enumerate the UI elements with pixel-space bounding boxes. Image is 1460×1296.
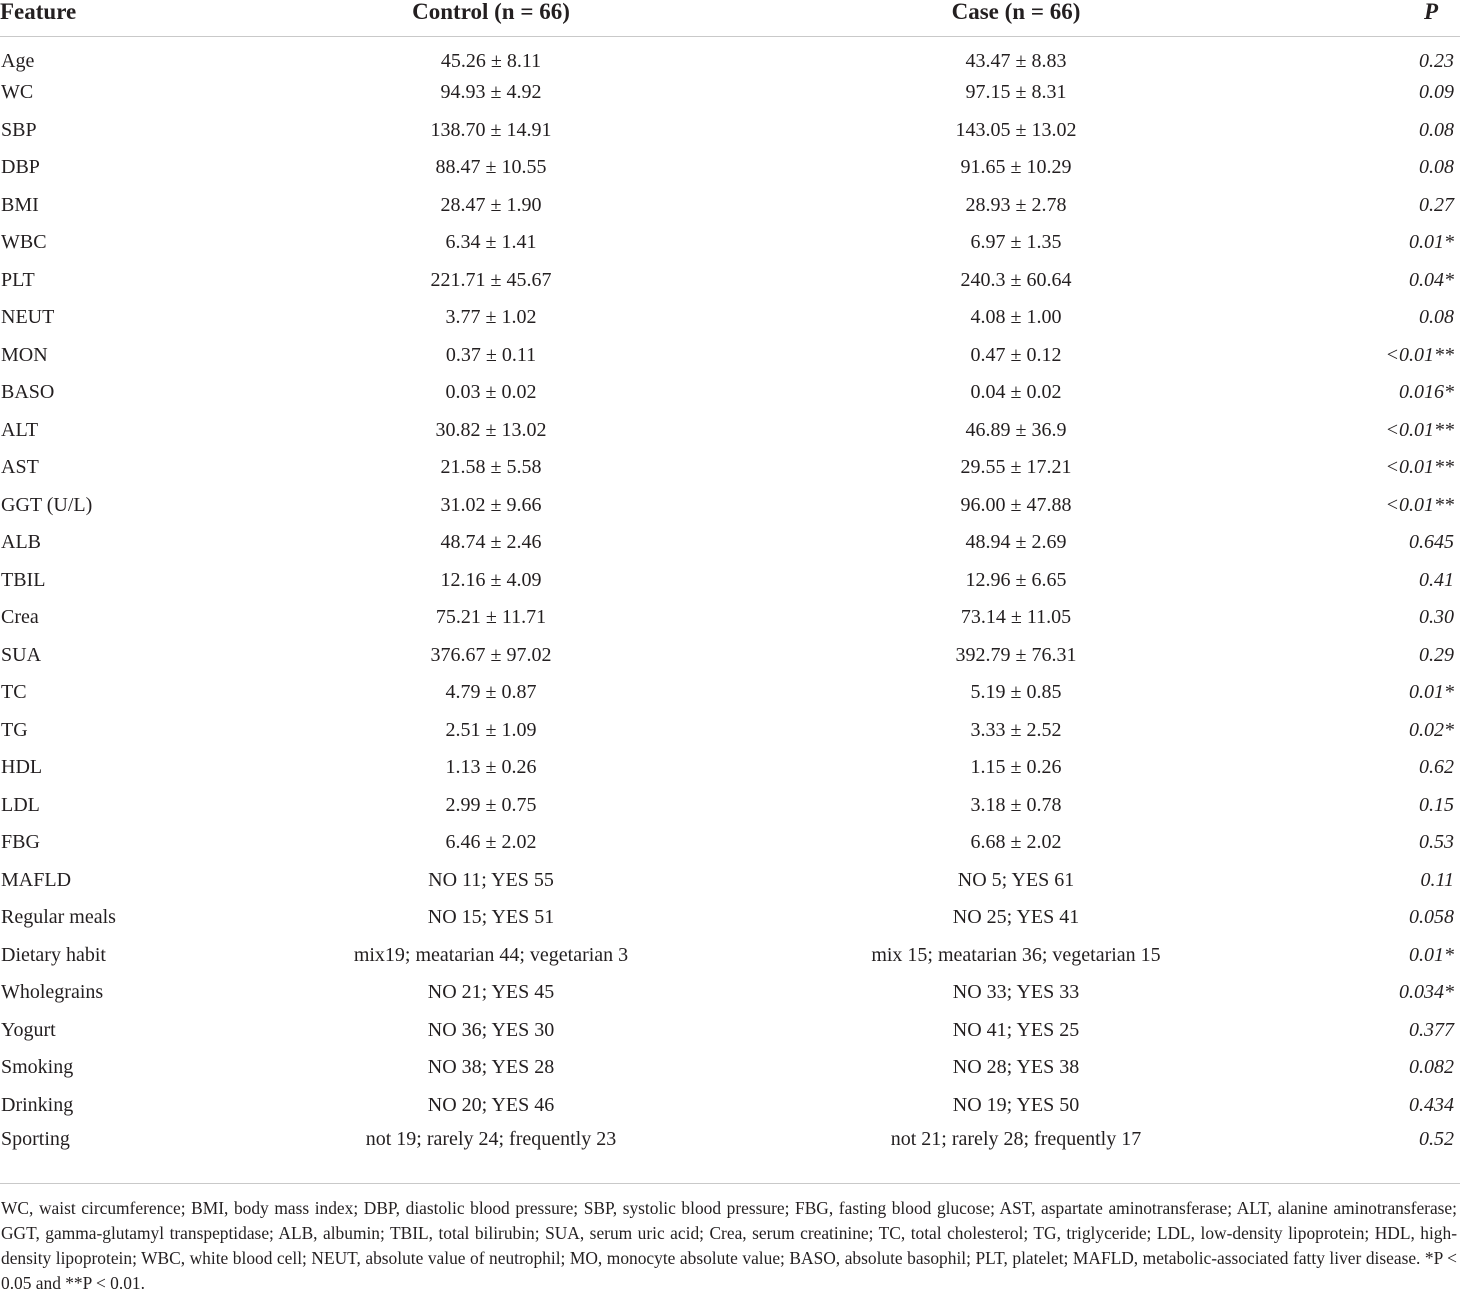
cell-feature: FBG xyxy=(1,831,40,854)
cell-p-value: 0.53 xyxy=(1419,831,1454,854)
cell-case: not 21; rarely 28; frequently 17 xyxy=(890,1128,1142,1151)
cell-control: NO 15; YES 51 xyxy=(427,906,555,929)
cell-case: mix 15; meatarian 36; vegetarian 15 xyxy=(871,943,1161,966)
table-row xyxy=(0,636,1460,674)
cell-feature: ALT xyxy=(1,418,39,441)
header-control: Control (n = 66) xyxy=(250,0,732,36)
cell-p-value: <0.01** xyxy=(1385,343,1454,366)
table-row xyxy=(0,974,1460,1012)
cell-feature: MON xyxy=(1,343,48,366)
cell-p-value: 0.058 xyxy=(1409,906,1454,929)
table-row xyxy=(0,1086,1460,1124)
table-row xyxy=(0,749,1460,787)
cell-feature: Smoking xyxy=(1,1056,74,1079)
cell-p-value: 0.01* xyxy=(1409,681,1454,704)
table-row xyxy=(0,149,1460,187)
cell-control: 0.03 ± 0.02 xyxy=(445,381,537,404)
table-row xyxy=(0,299,1460,337)
cell-p-value: 0.27 xyxy=(1419,193,1454,216)
table-footnote: WC, waist circumference; BMI, body mass index; DBP, diastolic blood pressure; SBP, systolic blood pressure; FBG, fasting blood glucose; AST, aspartate aminotransferase; ALT, alanine aminotransferase; GGT, gamma-glutamyl transpeptidase; ALB, albumin; TBIL, total bilirubin; SUA, serum uric acid; Crea, serum creatinine; TC, total cholesterol; TG, triglyceride; LDL, low-density lipoprotein; HDL, high-density lipoprotein; WBC, white blood cell; NEUT, absolute value of neutrophil; MO, monocyte absolute value; BASO, absolute basophil; PLT, platelet; MAFLD, metabolic-associated fatty liver disease. *P < 0.05 and **P < 0.01. xyxy=(1,1198,1457,1293)
table-row xyxy=(0,599,1460,637)
cell-feature: Dietary habit xyxy=(1,943,106,966)
cell-feature: DBP xyxy=(1,156,40,179)
cell-case: 43.47 ± 8.83 xyxy=(965,50,1067,72)
cell-p-value: <0.01** xyxy=(1385,493,1454,516)
cell-control: 88.47 ± 10.55 xyxy=(435,156,547,179)
header-feature: Feature xyxy=(0,0,250,36)
cell-control: 3.77 ± 1.02 xyxy=(445,306,537,329)
table-row xyxy=(0,374,1460,412)
cell-feature: TC xyxy=(1,681,27,704)
cell-feature: Age xyxy=(1,50,35,72)
cell-control: 376.67 ± 97.02 xyxy=(430,643,552,666)
cell-case: 3.33 ± 2.52 xyxy=(970,718,1062,741)
cell-control: 2.99 ± 0.75 xyxy=(445,793,537,816)
cell-feature: Sporting xyxy=(1,1128,70,1151)
cell-control: 1.13 ± 0.26 xyxy=(445,756,537,779)
cell-feature: WBC xyxy=(1,231,47,254)
cell-p-value: 0.08 xyxy=(1419,306,1454,329)
cell-control: 48.74 ± 2.46 xyxy=(440,531,542,554)
table-row xyxy=(0,74,1460,112)
cell-p-value: 0.08 xyxy=(1419,156,1454,179)
cell-case: 3.18 ± 0.78 xyxy=(970,793,1062,816)
cell-case: 96.00 ± 47.88 xyxy=(960,493,1072,516)
cell-p-value: <0.01** xyxy=(1385,418,1454,441)
cell-case: 97.15 ± 8.31 xyxy=(965,81,1067,104)
cell-p-value: 0.30 xyxy=(1419,606,1454,629)
table-row xyxy=(0,1124,1460,1162)
table-row xyxy=(0,1049,1460,1087)
cell-feature: PLT xyxy=(1,268,35,291)
table-row xyxy=(0,561,1460,599)
cell-p-value: 0.645 xyxy=(1409,531,1454,554)
cell-control: mix19; meatarian 44; vegetarian 3 xyxy=(353,943,629,966)
cell-p-value: 0.41 xyxy=(1419,568,1454,591)
cell-control: 30.82 ± 13.02 xyxy=(435,418,547,441)
cell-p-value: 0.082 xyxy=(1409,1056,1454,1079)
cell-control: 138.70 ± 14.91 xyxy=(430,118,552,141)
cell-control: 2.51 ± 1.09 xyxy=(445,718,537,741)
cell-p-value: 0.11 xyxy=(1420,868,1454,891)
cell-feature: GGT (U/L) xyxy=(1,493,93,516)
cell-case: 12.96 ± 6.65 xyxy=(965,568,1067,591)
cell-p-value: 0.23 xyxy=(1419,50,1454,72)
cell-control: 6.34 ± 1.41 xyxy=(445,231,537,254)
cell-p-value: 0.15 xyxy=(1419,793,1454,816)
cell-p-value: 0.52 xyxy=(1419,1128,1454,1151)
cell-p-value: 0.434 xyxy=(1409,1093,1454,1116)
cell-case: NO 25; YES 41 xyxy=(952,906,1080,929)
cell-feature: Regular meals xyxy=(1,906,116,929)
cell-feature: SBP xyxy=(1,118,37,141)
cell-feature: AST xyxy=(1,456,39,479)
cell-control: NO 21; YES 45 xyxy=(427,981,555,1004)
cell-case: NO 19; YES 50 xyxy=(952,1093,1080,1116)
cell-feature: NEUT xyxy=(1,306,55,329)
cell-p-value: 0.01* xyxy=(1409,231,1454,254)
cell-case: NO 41; YES 25 xyxy=(952,1018,1080,1041)
table-row xyxy=(0,486,1460,524)
cell-feature: WC xyxy=(1,81,34,104)
cell-control: 12.16 ± 4.09 xyxy=(440,568,542,591)
cell-feature: TG xyxy=(1,718,28,741)
cell-case: 4.08 ± 1.00 xyxy=(970,306,1062,329)
cell-control: 0.37 ± 0.11 xyxy=(445,343,537,366)
header-p: P xyxy=(1300,0,1460,36)
cell-feature: Yogurt xyxy=(1,1018,56,1041)
cell-control: 45.26 ± 8.11 xyxy=(440,50,542,72)
cell-p-value: 0.01* xyxy=(1409,943,1454,966)
table-row xyxy=(0,1011,1460,1049)
table-row xyxy=(0,899,1460,937)
cell-control: NO 38; YES 28 xyxy=(427,1056,555,1079)
cell-case: 392.79 ± 76.31 xyxy=(955,643,1077,666)
cell-feature: Drinking xyxy=(1,1093,74,1116)
cell-feature: MAFLD xyxy=(1,868,72,891)
cell-p-value: 0.377 xyxy=(1409,1018,1454,1041)
cell-case: 6.97 ± 1.35 xyxy=(970,231,1062,254)
table-row xyxy=(0,224,1460,262)
table-row xyxy=(0,674,1460,712)
cell-case: NO 5; YES 61 xyxy=(957,868,1075,891)
cell-p-value: 0.62 xyxy=(1419,756,1454,779)
cell-case: 143.05 ± 13.02 xyxy=(955,118,1077,141)
cell-p-value: 0.016* xyxy=(1399,381,1454,404)
cell-feature: BASO xyxy=(1,381,55,404)
cell-control: 31.02 ± 9.66 xyxy=(440,493,542,516)
cell-case: NO 28; YES 38 xyxy=(952,1056,1080,1079)
cell-case: 5.19 ± 0.85 xyxy=(970,681,1062,704)
cell-case: 0.47 ± 0.12 xyxy=(970,343,1062,366)
cell-case: 1.15 ± 0.26 xyxy=(970,756,1062,779)
cell-p-value: 0.04* xyxy=(1409,268,1454,291)
table-bottom-rule xyxy=(0,1183,1460,1184)
cell-case: 91.65 ± 10.29 xyxy=(960,156,1072,179)
cell-control: 4.79 ± 0.87 xyxy=(445,681,537,704)
cell-p-value: 0.08 xyxy=(1419,118,1454,141)
cell-p-value: 0.29 xyxy=(1419,643,1454,666)
cell-control: 28.47 ± 1.90 xyxy=(440,193,542,216)
table-row xyxy=(0,336,1460,374)
table-row xyxy=(0,36,1460,74)
cell-case: NO 33; YES 33 xyxy=(952,981,1080,1004)
table-row xyxy=(0,711,1460,749)
cell-control: 75.21 ± 11.71 xyxy=(435,606,547,629)
cell-feature: Crea xyxy=(1,606,39,629)
cell-control: NO 36; YES 30 xyxy=(427,1018,555,1041)
cell-case: 6.68 ± 2.02 xyxy=(970,831,1062,854)
cell-p-value: 0.034* xyxy=(1399,981,1454,1004)
cell-feature: HDL xyxy=(1,756,43,779)
cell-case: 28.93 ± 2.78 xyxy=(965,193,1067,216)
table-row xyxy=(0,524,1460,562)
cell-feature: Wholegrains xyxy=(1,981,104,1004)
cell-case: 240.3 ± 60.64 xyxy=(960,268,1072,291)
cell-control: 94.93 ± 4.92 xyxy=(440,81,542,104)
header-case: Case (n = 66) xyxy=(732,0,1300,36)
cell-case: 29.55 ± 17.21 xyxy=(960,456,1072,479)
cell-feature: BMI xyxy=(1,193,39,216)
table-row xyxy=(0,449,1460,487)
table-row xyxy=(0,411,1460,449)
table-row xyxy=(0,936,1460,974)
cell-feature: LDL xyxy=(1,793,40,816)
cell-p-value: <0.01** xyxy=(1385,456,1454,479)
cell-control: 21.58 ± 5.58 xyxy=(440,456,542,479)
cell-p-value: 0.09 xyxy=(1419,81,1454,104)
cell-feature: ALB xyxy=(1,531,41,554)
table-row xyxy=(0,824,1460,862)
cell-control: NO 20; YES 46 xyxy=(427,1093,555,1116)
cell-control: NO 11; YES 55 xyxy=(428,868,554,891)
cell-case: 73.14 ± 11.05 xyxy=(960,606,1072,629)
cell-control: 6.46 ± 2.02 xyxy=(445,831,537,854)
table-header xyxy=(0,0,1460,36)
cell-case: 0.04 ± 0.02 xyxy=(970,381,1062,404)
table-body xyxy=(0,36,1460,1161)
cell-feature: SUA xyxy=(1,643,42,666)
table-row xyxy=(0,111,1460,149)
table-row xyxy=(0,861,1460,899)
header-row xyxy=(0,0,1460,36)
cell-control: not 19; rarely 24; frequently 23 xyxy=(365,1128,617,1151)
cell-case: 46.89 ± 36.9 xyxy=(965,418,1067,441)
cell-p-value: 0.02* xyxy=(1409,718,1454,741)
cell-feature: TBIL xyxy=(1,568,46,591)
cell-control: 221.71 ± 45.67 xyxy=(430,268,552,291)
table-row xyxy=(0,261,1460,299)
cell-case: 48.94 ± 2.69 xyxy=(965,531,1067,554)
table-row xyxy=(0,186,1460,224)
table-row xyxy=(0,786,1460,824)
